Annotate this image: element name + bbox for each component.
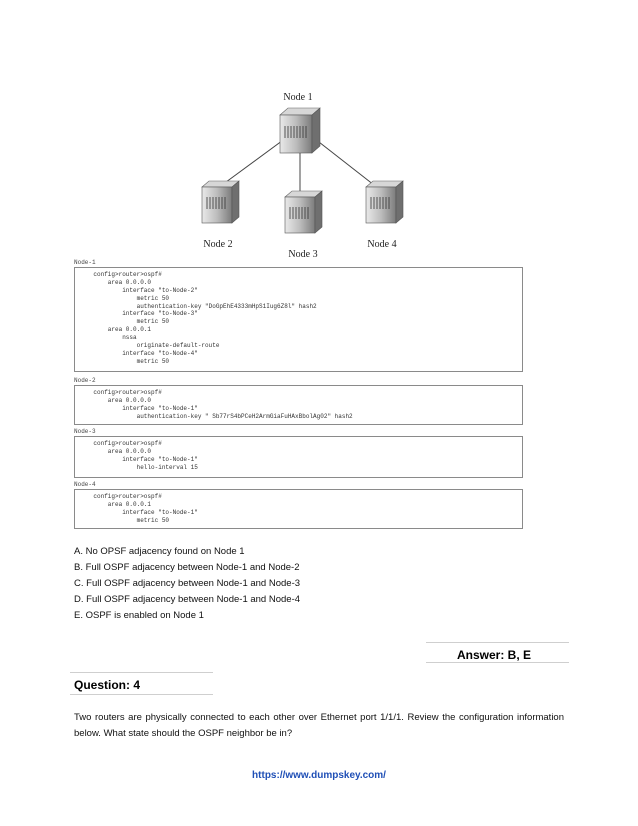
node-2-router bbox=[202, 181, 239, 250]
footer-link[interactable]: https://www.dumpskey.com/ bbox=[252, 770, 386, 781]
config-block-node-1 bbox=[74, 267, 523, 372]
node-3-router bbox=[285, 191, 322, 260]
config-line: interface "to-Node-2" bbox=[79, 286, 198, 294]
config-line: interface "to-Node-3" bbox=[79, 310, 198, 318]
config-line: originate-default-route bbox=[79, 342, 220, 350]
config-line: config>router>ospf# bbox=[79, 440, 162, 447]
config-line: area 0.0.0.1 bbox=[79, 326, 152, 334]
config-line: area 0.0.0.1 bbox=[79, 500, 152, 508]
answer-text: Answer: B, E bbox=[456, 648, 531, 662]
config-line: hello-interval 15 bbox=[79, 463, 198, 471]
config-line: interface "to-Node-4" bbox=[79, 349, 198, 357]
question-text: Two routers are physically connected to each other over Ethernet port 1/1/1. Review the configuration information below. What state should the OSPF neighbor be in? bbox=[74, 712, 564, 739]
config-line: area 0.0.0.0 bbox=[79, 278, 152, 286]
config-label-node-1: Node-1 bbox=[74, 259, 96, 266]
answer-top-rule bbox=[426, 642, 569, 643]
config-label-node-4: Node-4 bbox=[74, 481, 96, 488]
config-line: interface "to-Node-1" bbox=[79, 404, 198, 412]
node-label: Node 1 bbox=[283, 92, 313, 103]
option-b: B. Full OSPF adjacency between Node-1 and Node-2 bbox=[74, 562, 300, 573]
node-label: Node 3 bbox=[288, 249, 318, 260]
config-line: interface "to-Node-1" bbox=[79, 508, 198, 516]
config-label-node-3: Node-3 bbox=[74, 428, 96, 435]
config-line: config>router>ospf# bbox=[79, 389, 162, 396]
config-label-node-2: Node-2 bbox=[74, 377, 96, 384]
network-topology-diagram bbox=[160, 80, 440, 265]
config-line: metric 50 bbox=[79, 294, 170, 302]
config-line: config>router>ospf# bbox=[79, 493, 162, 500]
router-icon bbox=[202, 181, 239, 223]
config-block-node-3 bbox=[74, 436, 523, 478]
config-line: authentication-key " Sb77rS4bPCeH2ArmGiaFuHAxBbolAg02" hash2 bbox=[79, 412, 353, 420]
config-line: config>router>ospf# bbox=[79, 271, 162, 278]
config-line: authentication-key "DoGpEhE4333mHpS1Iug6Z8l" hash2 bbox=[79, 302, 317, 310]
option-c: C. Full OSPF adjacency between Node-1 and Node-3 bbox=[74, 578, 301, 589]
answer-bottom-rule bbox=[426, 662, 569, 663]
node-label: Node 4 bbox=[367, 239, 397, 250]
config-line: interface "to-Node-1" bbox=[79, 455, 198, 463]
router-icon bbox=[280, 108, 320, 153]
config-line: area 0.0.0.0 bbox=[79, 447, 152, 455]
option-d: D. Full OSPF adjacency between Node-1 and Node-4 bbox=[74, 594, 301, 605]
node-label: Node 2 bbox=[203, 239, 233, 250]
config-block-node-4 bbox=[74, 489, 523, 529]
config-line: area 0.0.0.0 bbox=[79, 396, 152, 404]
question-top-rule bbox=[70, 672, 213, 673]
config-block-node-2 bbox=[74, 385, 523, 425]
option-e: E. OSPF is enabled on Node 1 bbox=[74, 610, 204, 621]
node-4-router bbox=[366, 181, 403, 250]
config-line: metric 50 bbox=[79, 318, 170, 326]
config-line: metric 50 bbox=[79, 516, 170, 524]
config-line: metric 50 bbox=[79, 357, 170, 365]
router-icon bbox=[285, 191, 322, 233]
question-title: Question: 4 bbox=[74, 678, 141, 692]
question-bottom-rule bbox=[70, 694, 213, 695]
node-1-router bbox=[280, 92, 320, 153]
router-icon bbox=[366, 181, 403, 223]
option-a: A. No OPSF adjacency found on Node 1 bbox=[74, 546, 245, 557]
config-line: nssa bbox=[79, 334, 137, 342]
